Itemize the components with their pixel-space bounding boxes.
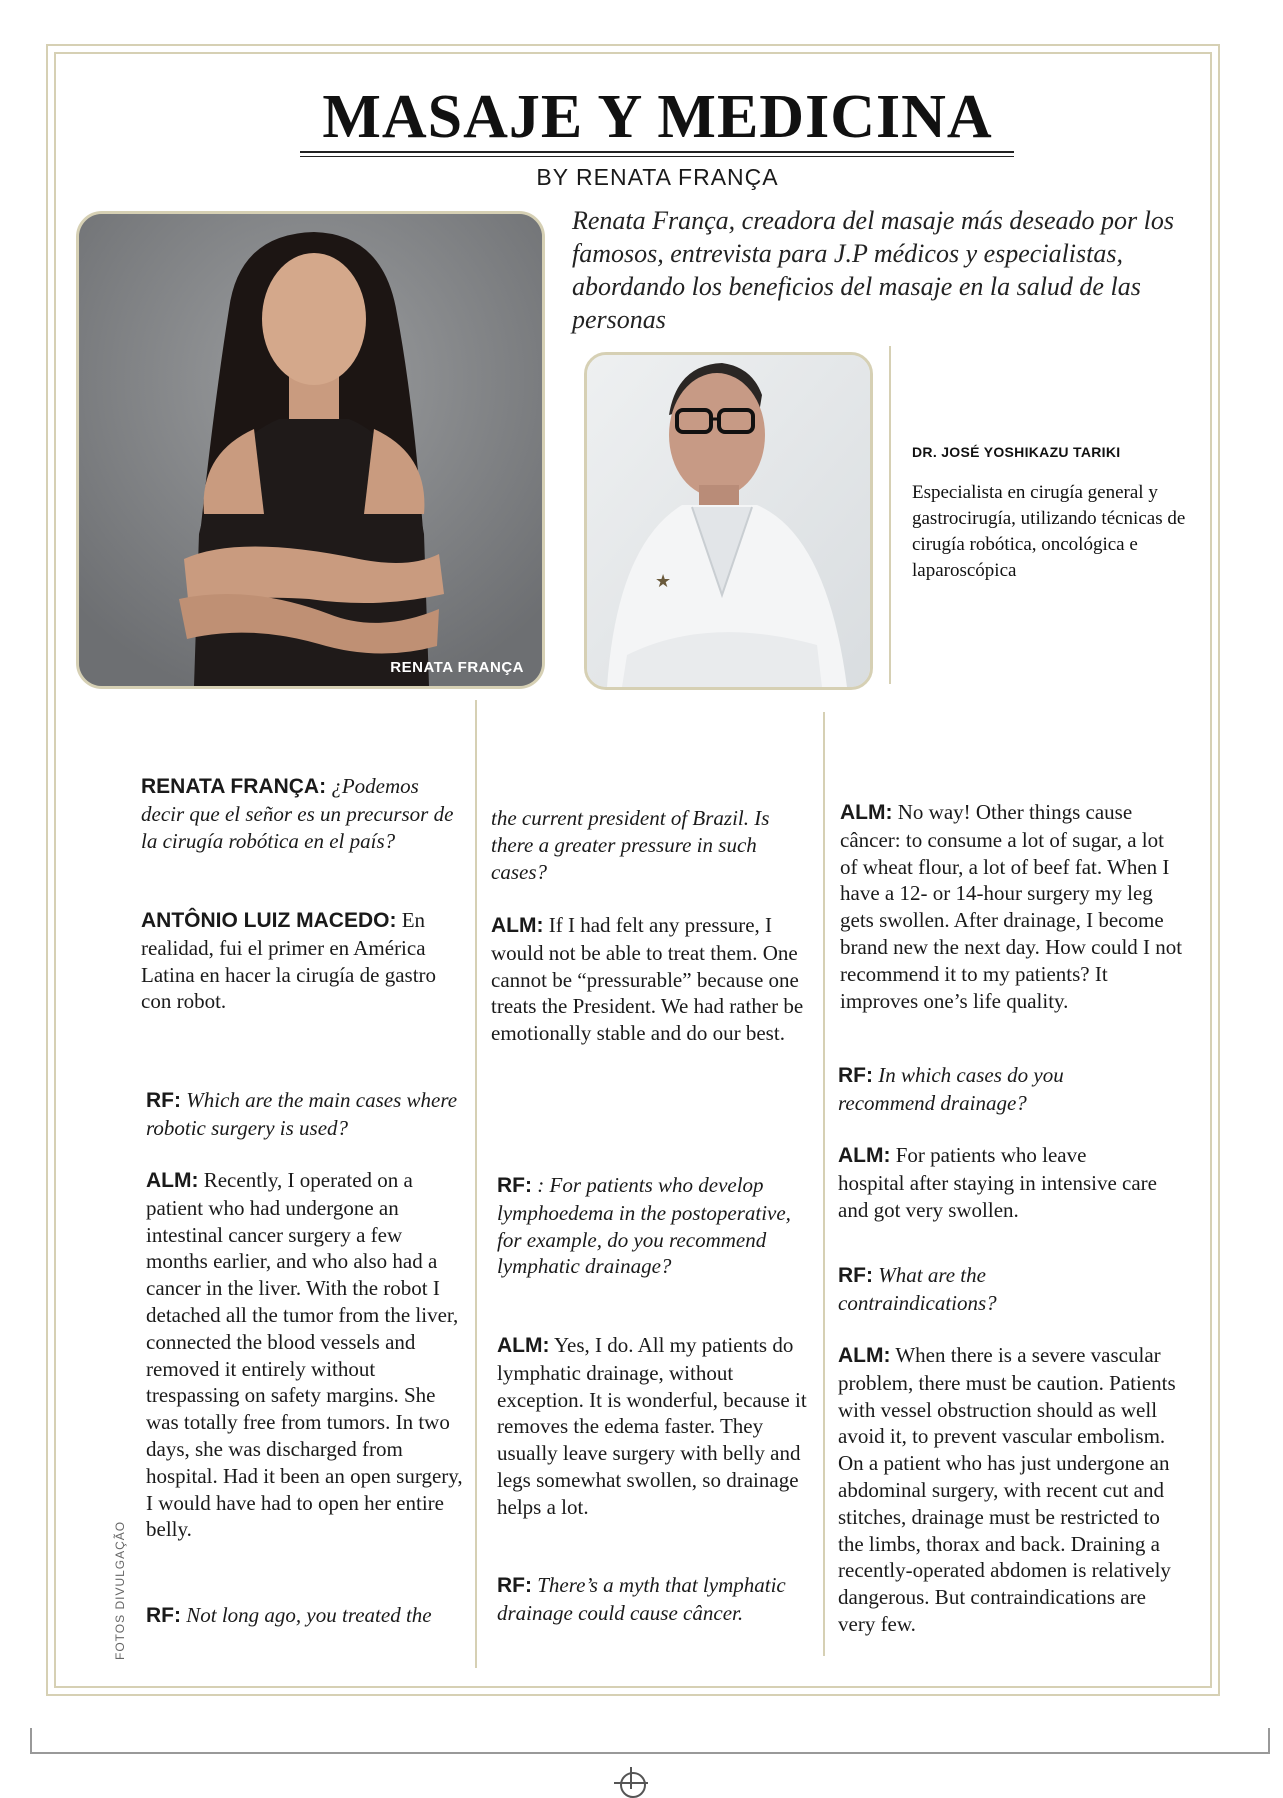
title-rule-thin bbox=[300, 156, 1014, 157]
interview-paragraph bbox=[838, 1342, 1183, 1638]
speaker-label: ALM: bbox=[838, 1144, 891, 1167]
interview-paragraph bbox=[146, 1087, 462, 1142]
crop-mark-right bbox=[1268, 1728, 1270, 1754]
renata-portrait-illustration bbox=[79, 214, 542, 686]
doctor-portrait-illustration bbox=[587, 355, 870, 687]
interview-paragraph bbox=[497, 1172, 807, 1280]
answer-text: If I had felt any pressure, I would not be able to treat them. One cannot be “pressurable” because one treats the President. We had rather be emotionally stable and do our best. bbox=[491, 913, 804, 1046]
doctor-photo bbox=[584, 352, 873, 690]
speaker-label: ALM: bbox=[838, 1344, 891, 1367]
question-text: What are the contraindications? bbox=[838, 1263, 997, 1315]
speaker-label: ALM: bbox=[146, 1169, 199, 1192]
article-lede: Renata França, creadora del masaje más deseado por los famosos, entrevista para J.P médicos y especialistas, abordando los beneficios del masaje en la salud de las personas bbox=[572, 206, 1175, 334]
renata-photo-caption: RENATA FRANÇA bbox=[390, 659, 524, 676]
speaker-label: RENATA FRANÇA: bbox=[141, 775, 327, 798]
interview-paragraph bbox=[141, 773, 461, 854]
byline: BY RENATA FRANÇA bbox=[536, 164, 779, 190]
question-text: ¿Podemos decir que el señor es un precursor de la cirugía robótica en el país? bbox=[141, 774, 454, 853]
answer-text: Recently, I operated on a patient who had undergone an intestinal cancer surgery a few months earlier, and who also had a cancer in the liver. With the robot I detached all the tumor from the liver, connected the blood vessels and removed it entirely without trespassing on safety margins. She was totally free from tumors. In two days, she was discharged from hospital. Had it been an open surgery, I would have had to open her entire belly. bbox=[146, 1168, 463, 1542]
photo-credit: FOTOS DIVULGAÇÃO bbox=[113, 1520, 127, 1660]
column-divider-2 bbox=[823, 712, 825, 1656]
crop-mark-left bbox=[30, 1728, 32, 1754]
question-text: Not long ago, you treated the bbox=[181, 1603, 432, 1627]
doctor-name: DR. JOSÉ YOSHIKAZU TARIKI bbox=[912, 444, 1121, 460]
svg-text:★: ★ bbox=[655, 571, 672, 592]
speaker-label: ALM: bbox=[497, 1334, 550, 1357]
question-text: the current president of Brazil. Is there a greater pressure in such cases? bbox=[491, 806, 770, 884]
interview-paragraph bbox=[491, 805, 811, 885]
answer-text: For patients who leave hospital after staying in intensive care and got very swollen. bbox=[838, 1143, 1157, 1222]
question-text: There’s a myth that lymphatic drainage could cause câncer. bbox=[497, 1573, 786, 1625]
speaker-label: RF: bbox=[146, 1604, 181, 1627]
answer-text: When there is a severe vascular problem, there must be caution. Patients with vessel obstruction should as well avoid it, to prevent vascular embolism. On a patient who has just undergone an abdominal surgery, with recent cut and stitches, drainage must be restricted to the limbs, thorax and back. Draining a recently-operated abdomen is relatively dangerous. But contraindications are very few. bbox=[838, 1343, 1176, 1636]
answer-text: En realidad, fui el primer en América Latina en hacer la cirugía de gastro con robot. bbox=[141, 908, 437, 1014]
registration-mark-horizontal bbox=[614, 1782, 648, 1784]
answer-text: No way! Other things cause câncer: to consume a lot of sugar, a lot of wheat flour, a lot of beef fat. When I have a 12- or 14-hour surgery my leg gets swollen. After drainage, I become brand new the next day. How could I not recommend it to my patients? It improves one’s life quality. bbox=[840, 800, 1183, 1013]
interview-paragraph bbox=[838, 1062, 1138, 1117]
registration-mark-vertical bbox=[630, 1767, 632, 1789]
speaker-label: ANTÔNIO LUIZ MACEDO: bbox=[141, 909, 397, 932]
speaker-label: RF: bbox=[497, 1174, 532, 1197]
speaker-label: RF: bbox=[838, 1264, 873, 1287]
column-divider-1 bbox=[475, 700, 477, 1668]
interview-paragraph bbox=[146, 1602, 471, 1630]
interview-paragraph bbox=[141, 907, 461, 1015]
renata-franca-photo bbox=[76, 211, 545, 689]
interview-paragraph bbox=[491, 912, 806, 1047]
doctor-description: Especialista en cirugía general y gastrocirugía, utilizando técnicas de cirugía robótica, oncológica e laparoscópica bbox=[912, 482, 1186, 581]
question-text: : For patients who develop lymphoedema in the postoperative, for example, do you recommend lymphatic drainage? bbox=[497, 1173, 791, 1279]
answer-text: Yes, I do. All my patients do lymphatic drainage, without exception. It is wonderful, because it removes the edema faster. They usually leave surgery with belly and legs somewhat swollen, so drainage helps a lot. bbox=[497, 1333, 807, 1519]
question-text: In which cases do you recommend drainage? bbox=[838, 1063, 1064, 1115]
speaker-label: RF: bbox=[838, 1064, 873, 1087]
interview-paragraph bbox=[497, 1332, 817, 1521]
title-rule bbox=[300, 151, 1014, 153]
speaker-label: RF: bbox=[146, 1089, 181, 1112]
doctor-info-divider bbox=[889, 346, 891, 684]
interview-paragraph bbox=[838, 1262, 1138, 1317]
interview-paragraph bbox=[840, 799, 1185, 1014]
speaker-label: RF: bbox=[497, 1574, 532, 1597]
registration-mark-icon bbox=[620, 1772, 646, 1798]
question-text: Which are the main cases where robotic surgery is used? bbox=[146, 1088, 458, 1140]
speaker-label: ALM: bbox=[840, 801, 893, 824]
article-title: MASAJE Y MEDICINA bbox=[322, 83, 993, 151]
interview-paragraph bbox=[497, 1572, 802, 1627]
crop-line bbox=[30, 1752, 1270, 1754]
interview-paragraph bbox=[146, 1167, 466, 1543]
interview-paragraph bbox=[838, 1142, 1158, 1223]
speaker-label: ALM: bbox=[491, 914, 544, 937]
